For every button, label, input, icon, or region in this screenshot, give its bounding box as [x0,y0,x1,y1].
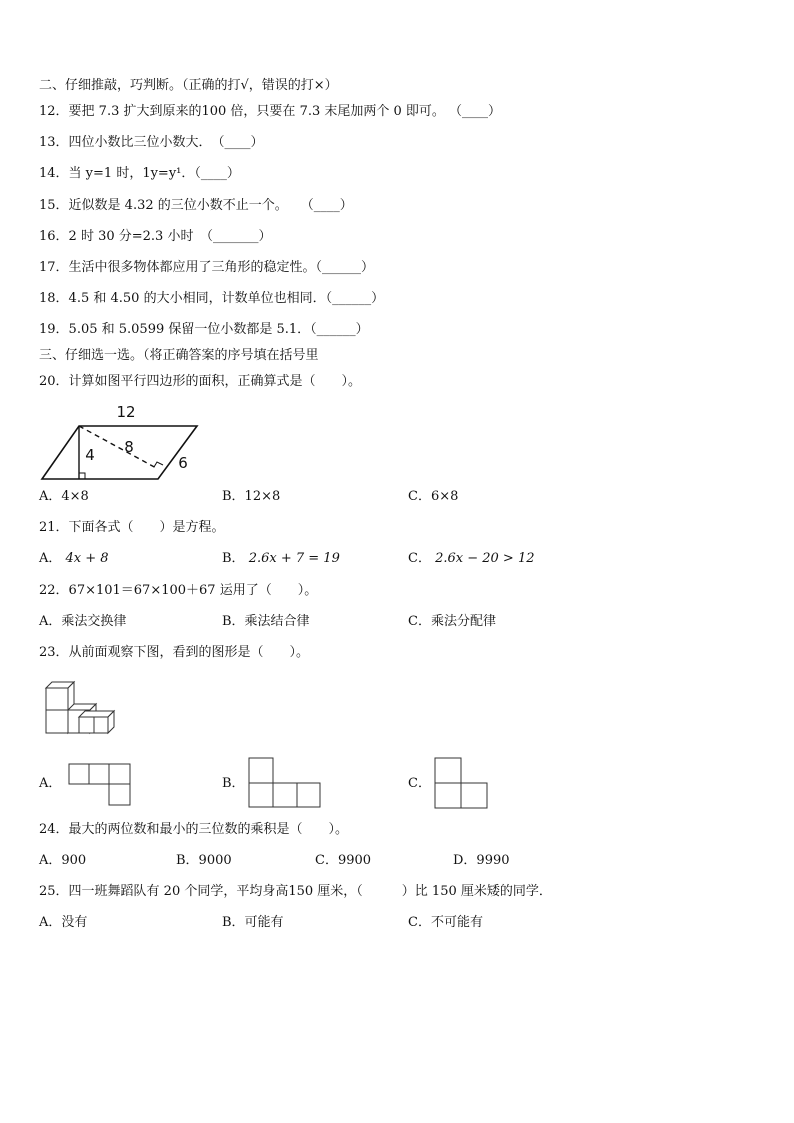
question-number: 17． [39,260,69,275]
question-number: 19． [39,322,69,337]
option-24-b: B．9000 [176,853,232,868]
question-15 [39,197,353,215]
cube-stack-figure [44,680,119,740]
question-18 [39,290,384,308]
option-21-c [408,550,535,568]
option-23-b-shape [248,757,322,809]
question-25-stem: 25．四一班舞蹈队有 20 个同学，平均身高150 厘米，（ ）比 150 厘米矮的同学． [39,884,552,899]
label-top: 12 [116,403,136,421]
question-13 [39,134,264,152]
option-25-a: A．没有 [39,915,88,930]
question-text: 近似数是 4.32 的三位小数不止一个。 （____） [68,198,353,213]
option-20-c: C．6×8 [408,489,459,504]
option-22-a: A．乘法交换律 [39,614,127,629]
parallelogram-figure [40,400,210,485]
question-14 [39,165,240,183]
option-expression: 2.6x − 20 > 12 [435,551,535,566]
option-20-a: A．4×8 [39,489,89,504]
option-23-a: A． [39,776,62,791]
option-24-a: A．900 [39,853,87,868]
option-21-a [39,550,109,568]
option-label: C． [408,551,431,566]
option-23-b: B． [222,776,245,791]
question-number: 18． [39,291,69,306]
question-16 [39,228,271,246]
question-number: 13． [39,135,69,150]
question-text: 5.05 和 5.0599 保留一位小数都是 5.1．（______） [68,322,369,337]
question-text: 四位小数比三位小数大． （____） [68,135,264,150]
option-23-c: C． [408,776,431,791]
option-24-d: D．9990 [453,853,510,868]
option-24-c: C．9900 [315,853,372,868]
option-20-b: B．12×8 [222,489,281,504]
question-number: 15． [39,198,69,213]
question-22-stem: 22．67×101＝67×100＋67 运用了（ ）。 [39,583,318,598]
question-text: 4.5 和 4.50 的大小相同，计数单位也相同．（______） [68,291,385,306]
height-right-angle [79,473,85,479]
option-25-c: C．不可能有 [408,915,483,930]
question-17 [39,259,374,277]
question-number: 16． [39,229,69,244]
section-heading-judge: 二、仔细推敲，巧判断。（正确的打√，错误的打×） [39,78,338,93]
option-21-b [222,550,340,568]
option-label: B． [222,551,245,566]
option-25-b: B．可能有 [222,915,284,930]
option-23-c-shape [434,757,490,810]
section-heading-choose: 三、仔细选一选。（将正确答案的序号填在括号里 [39,348,319,363]
question-text: 2 时 30 分=2.3 小时 （_______） [68,229,272,244]
question-24-stem: 24．最大的两位数和最小的三位数的乘积是（ ）。 [39,822,349,837]
option-expression: 4x + 8 [65,551,109,566]
question-20-stem: 20．计算如图平行四边形的面积，正确算式是（ ）。 [39,374,362,389]
label-side: 6 [178,454,188,472]
option-22-c: C．乘法分配律 [408,614,496,629]
question-12 [39,103,501,121]
perpendicular-right-angle [154,462,163,467]
question-21-stem: 21．下面各式（ ）是方程。 [39,520,225,535]
option-22-b: B．乘法结合律 [222,614,310,629]
question-text: 生活中很多物体都应用了三角形的稳定性。（______） [68,260,375,275]
label-diagonal: 8 [124,438,134,456]
parallelogram-outline [42,426,197,479]
option-label: A． [39,551,62,566]
label-height: 4 [85,446,95,464]
question-19 [39,321,369,339]
question-number: 14． [39,166,69,181]
question-text: 当 y=1 时，1y=y¹．（____） [68,166,240,181]
question-number: 12． [39,104,69,119]
option-expression: 2.6x + 7 = 19 [248,551,340,566]
question-23-stem: 23．从前面观察下图，看到的图形是（ ）。 [39,645,310,660]
option-23-a-shape [68,763,132,807]
question-text: 要把 7.3 扩大到原来的100 倍，只要在 7.3 末尾加两个 0 即可。 （____） [68,104,502,119]
